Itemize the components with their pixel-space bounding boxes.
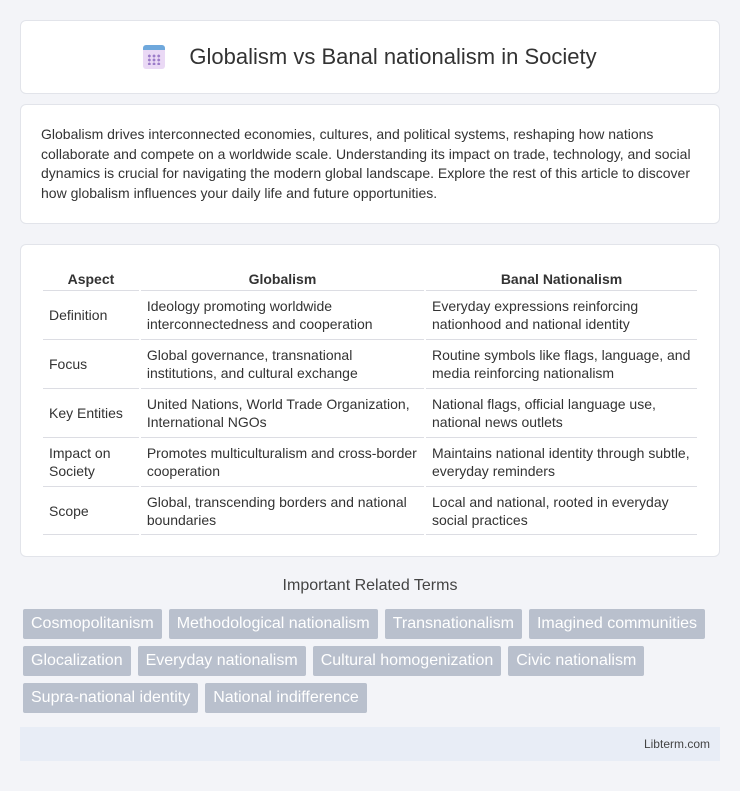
comparison-table (41, 265, 699, 535)
row-banal-nationalism: Everyday expressions reinforcing nationhood and national identity (426, 290, 697, 339)
related-term-tag[interactable]: Civic nationalism (508, 646, 644, 676)
table-row (43, 290, 697, 339)
footer-site-link[interactable]: Libterm.com (643, 737, 710, 751)
row-globalism: United Nations, World Trade Organization, International NGOs (141, 388, 424, 437)
related-term-tag[interactable]: Transnationalism (385, 609, 522, 639)
related-terms-list (23, 609, 723, 713)
row-banal-nationalism: Local and national, rooted in everyday social practices (426, 486, 697, 535)
related-term-tag[interactable]: Supra-national identity (23, 683, 198, 713)
calendar-grid-icon (143, 45, 165, 69)
header-globalism: Globalism (248, 271, 317, 287)
row-aspect: Focus (43, 339, 139, 388)
comparison-card (20, 244, 720, 557)
header-banal-nationalism: Banal Nationalism (500, 271, 623, 287)
footer (20, 727, 720, 761)
table-row (43, 388, 697, 437)
row-aspect: Impact on Society (43, 437, 139, 486)
table-row (43, 486, 697, 535)
table-row (43, 339, 697, 388)
related-term-tag[interactable]: National indifference (205, 683, 367, 713)
row-globalism: Promotes multiculturalism and cross-border cooperation (141, 437, 424, 486)
related-term-tag[interactable]: Cosmopolitanism (23, 609, 162, 639)
header-aspect: Aspect (67, 271, 115, 287)
related-term-tag[interactable]: Everyday nationalism (138, 646, 306, 676)
row-aspect: Scope (43, 486, 139, 535)
page-title: Globalism vs Banal nationalism in Society (189, 44, 597, 69)
related-term-tag[interactable]: Imagined communities (529, 609, 705, 639)
header-card (20, 20, 720, 94)
row-banal-nationalism: Routine symbols like flags, language, and media reinforcing nationalism (426, 339, 697, 388)
row-banal-nationalism: Maintains national identity through subtle, everyday reminders (426, 437, 697, 486)
related-term-tag[interactable]: Glocalization (23, 646, 131, 676)
row-aspect: Key Entities (43, 388, 139, 437)
intro-paragraph: Globalism drives interconnected economies, cultures, and political systems, reshaping how nations collaborate and compete on a worldwide scale. Understanding its impact on trade, technology, and social dynamics is crucial for navigating the modern global landscape. Explore the rest of this article to discover how globalism influences your daily life and future opportunities. (41, 126, 691, 201)
row-globalism: Global governance, transnational institutions, and cultural exchange (141, 339, 424, 388)
table-row (43, 437, 697, 486)
row-globalism: Ideology promoting worldwide interconnectedness and cooperation (141, 290, 424, 339)
table-header-row (43, 265, 697, 290)
row-banal-nationalism: National flags, official language use, national news outlets (426, 388, 697, 437)
intro-card (20, 104, 720, 224)
row-globalism: Global, transcending borders and national boundaries (141, 486, 424, 535)
related-term-tag[interactable]: Methodological nationalism (169, 609, 378, 639)
related-term-tag[interactable]: Cultural homogenization (313, 646, 502, 676)
row-aspect: Definition (43, 290, 139, 339)
related-terms-title: Important Related Terms (282, 577, 458, 594)
